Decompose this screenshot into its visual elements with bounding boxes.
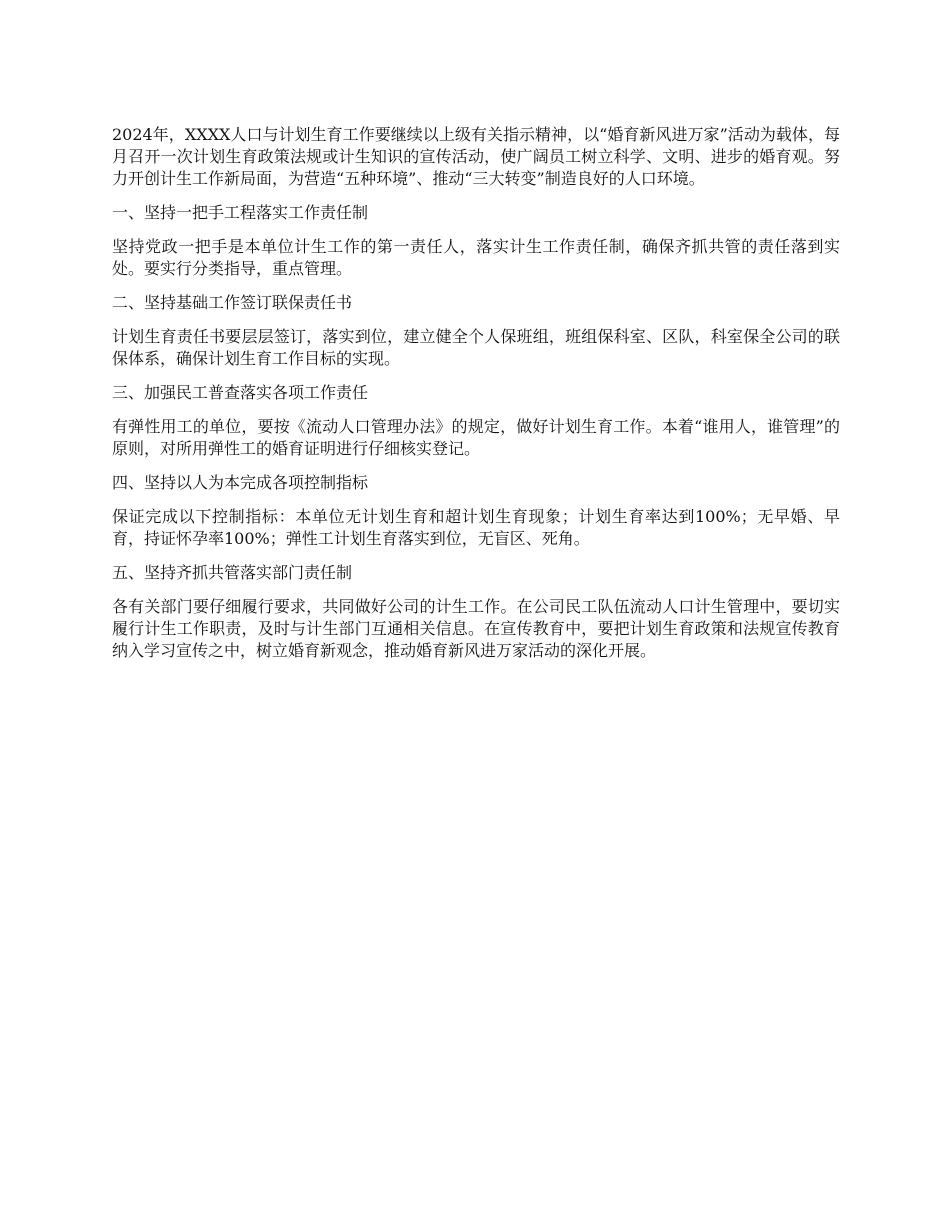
section-heading-5: 五、坚持齐抓共管落实部门责任制 <box>112 563 353 582</box>
section-paragraph-5: 各有关部门要仔细履行要求，共同做好公司的计生工作。在公司民工队伍流动人口计生管理中，要切实履行计生工作职责，及时与计生部门互通相关信息。在宣传教育中，要把计划生育政策和法规宣传教育纳入学习宣传之中，树立婚育新观念，推动婚育新风进万家活动的深化开展。 <box>112 597 840 660</box>
section-heading-2: 二、坚持基础工作签订联保责任书 <box>112 293 353 312</box>
intro-paragraph: 2024年，XXXX人口与计划生育工作要继续以上级有关指示精神，以“婚育新风进万家”活动为载体，每月召开一次计划生育政策法规或计生知识的宣传活动，使广阔员工树立科学、文明、进步的婚育观。努力开创计生工作新局面，为营造“五种环境”、推动“三大转变”制造良好的人口环境。 <box>112 125 840 188</box>
section-paragraph-4: 保证完成以下控制指标：本单位无计划生育和超计划生育现象；计划生育率达到100%；无早婚、早育，持证怀孕率100%；弹性工计划生育落实到位，无盲区、死角。 <box>112 507 840 548</box>
document-body <box>112 124 840 674</box>
section-paragraph-3: 有弹性用工的单位，要按《流动人口管理办法》的规定，做好计划生育工作。本着“谁用人，谁管理”的原则，对所用弹性工的婚育证明进行仔细核实登记。 <box>112 417 840 458</box>
section-paragraph-1: 坚持党政一把手是本单位计生工作的第一责任人，落实计生工作责任制，确保齐抓共管的责任落到实处。要实行分类指导，重点管理。 <box>112 237 840 278</box>
section-heading-1: 一、坚持一把手工程落实工作责任制 <box>112 203 369 222</box>
section-paragraph-2: 计划生育责任书要层层签订，落实到位，建立健全个人保班组，班组保科室、区队，科室保全公司的联保体系，确保计划生育工作目标的实现。 <box>112 327 840 368</box>
section-heading-4: 四、坚持以人为本完成各项控制指标 <box>112 473 369 492</box>
section-heading-3: 三、加强民工普查落实各项工作责任 <box>112 383 369 402</box>
